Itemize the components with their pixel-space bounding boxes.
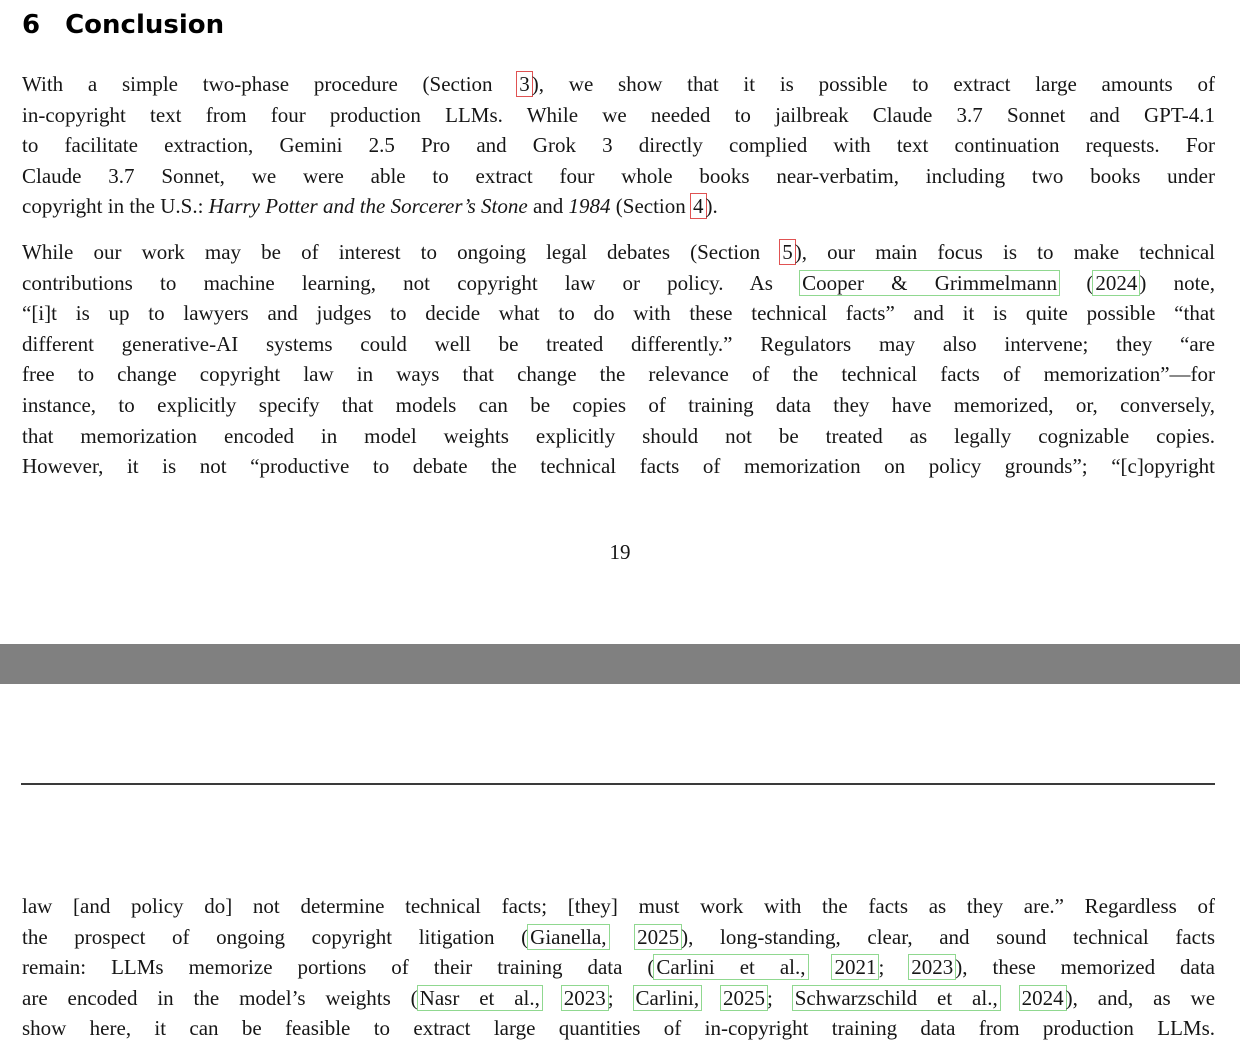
- page-number: 19: [609, 540, 631, 564]
- text-segment: and: [527, 194, 569, 219]
- text-segment: that memorization encoded in model weights explicitly should not be treated as legally cognizable copies.: [22, 423, 1215, 448]
- text-segment: to facilitate extraction, Gemini 2.5 Pro and Grok 3 directly complied with text continuation requests. For: [22, 133, 1215, 158]
- citation-link[interactable]: Nasr et al.,: [417, 985, 543, 1011]
- text-line: [22, 329, 1215, 360]
- text-segment: ), we show that it is possible to extract large amounts of: [531, 72, 1215, 96]
- text-line: [22, 298, 1215, 329]
- text-segment: Claude 3.7 Sonnet, we were able to extract four whole books near-verbatim, including two books under: [22, 163, 1215, 188]
- text-line: [22, 161, 1215, 192]
- text-segment: “[i]t is up to lawyers and judges to decide what to do with these technical facts” and it is quite possible “that: [22, 301, 1215, 326]
- text-line: [22, 359, 1215, 390]
- text-line: [22, 952, 1215, 983]
- citation-link[interactable]: Schwarzschild et al.,: [792, 985, 1001, 1011]
- text-line: [22, 130, 1215, 161]
- text-segment: With a simple two-phase procedure (Section: [22, 72, 518, 96]
- citation-link[interactable]: 2021: [831, 954, 879, 980]
- text-segment: ), and, as we: [1065, 985, 1216, 1010]
- text-line: [22, 983, 1215, 1014]
- text-segment: 1984: [568, 194, 611, 219]
- text-line: [22, 69, 1215, 100]
- text-line: [22, 1013, 1215, 1044]
- text-segment: remain: LLMs memorize portions of their training data (: [22, 955, 655, 980]
- text-segment: However, it is not “productive to debate the technical facts of memorization on policy grounds”; “[c]opyright: [22, 454, 1215, 479]
- section-title: Conclusion: [65, 10, 225, 40]
- text-segment: ;: [766, 985, 793, 1010]
- text-segment: [1000, 986, 1020, 1010]
- text-segment: instance, to explicitly specify that models can be copies of training data they have memorized, or, conversely,: [22, 392, 1215, 417]
- section-heading: [22, 10, 224, 40]
- text-line: [22, 390, 1215, 421]
- text-segment: Harry Potter and the Sorcerer’s Stone: [208, 194, 528, 219]
- paragraph-conclusion-3: [22, 891, 1215, 1044]
- citation-link[interactable]: Carlini,: [633, 985, 703, 1011]
- citation-link[interactable]: Carlini et al.,: [653, 954, 808, 980]
- text-segment: [542, 986, 562, 1010]
- paragraph-conclusion-1: [22, 69, 1215, 222]
- text-segment: ;: [607, 985, 634, 1010]
- text-line: [22, 891, 1215, 922]
- citation-link[interactable]: Gianella,: [527, 924, 609, 950]
- text-line: [22, 451, 1215, 482]
- section-ref-link[interactable]: 4: [690, 193, 707, 219]
- text-segment: different generative-AI systems could well be treated differently.” Regulators may also intervene; they “are: [22, 331, 1215, 356]
- text-segment: ), long-standing, clear, and sound technical facts: [681, 924, 1215, 949]
- text-line: [22, 268, 1215, 299]
- text-segment: [808, 955, 833, 979]
- text-segment: ;: [878, 955, 910, 980]
- citation-link[interactable]: 2023: [561, 985, 609, 1011]
- text-line: [22, 922, 1215, 953]
- text-segment: (: [1059, 270, 1094, 295]
- text-line: [22, 100, 1215, 131]
- text-segment: the prospect of ongoing copyright litigation (: [22, 924, 529, 949]
- text-segment: [609, 925, 636, 949]
- text-line: [22, 237, 1215, 268]
- text-segment: in-copyright text from four production LLMs. While we needed to jailbreak Claude 3.7 Sonnet and GPT-4.1: [22, 102, 1215, 127]
- text-segment: ), our main focus is to make technical: [794, 240, 1215, 264]
- text-segment: ).: [705, 194, 718, 219]
- text-segment: law [and policy do] not determine technical facts; [they] must work with the facts as they are.” Regardless of: [22, 894, 1215, 918]
- text-segment: (Section: [610, 194, 692, 219]
- citation-link[interactable]: 2025: [720, 985, 768, 1011]
- text-segment: While our work may be of interest to ongoing legal debates (Section: [22, 240, 781, 264]
- paragraph-conclusion-2: [22, 237, 1215, 482]
- text-segment: ), these memorized data: [955, 955, 1216, 980]
- text-segment: copyright in the U.S.:: [22, 194, 209, 219]
- section-ref-link[interactable]: 3: [516, 71, 533, 97]
- section-ref-link[interactable]: 5: [779, 239, 796, 265]
- text-segment: free to change copyright law in ways that change the relevance of the technical facts of memorization”—for: [22, 362, 1215, 387]
- text-line: [22, 191, 1215, 222]
- citation-link[interactable]: Cooper & Grimmelmann: [799, 270, 1060, 296]
- text-segment: are encoded in the model’s weights (: [22, 985, 418, 1010]
- text-segment: [701, 986, 721, 1010]
- citation-link[interactable]: 2024: [1092, 270, 1140, 296]
- text-segment: ) note,: [1139, 270, 1215, 295]
- text-segment: contributions to machine learning, not copyright law or policy. As: [22, 270, 801, 295]
- citation-link[interactable]: 2025: [634, 924, 682, 950]
- citation-link[interactable]: 2024: [1019, 985, 1067, 1011]
- divider-rule: [21, 783, 1215, 785]
- page-gap-bar: [0, 644, 1240, 684]
- text-line: [22, 421, 1215, 452]
- section-number: 6: [22, 10, 41, 40]
- citation-link[interactable]: 2023: [908, 954, 956, 980]
- text-segment: show here, it can be feasible to extract large quantities of in-copyright training data from production LLMs.: [22, 1016, 1215, 1041]
